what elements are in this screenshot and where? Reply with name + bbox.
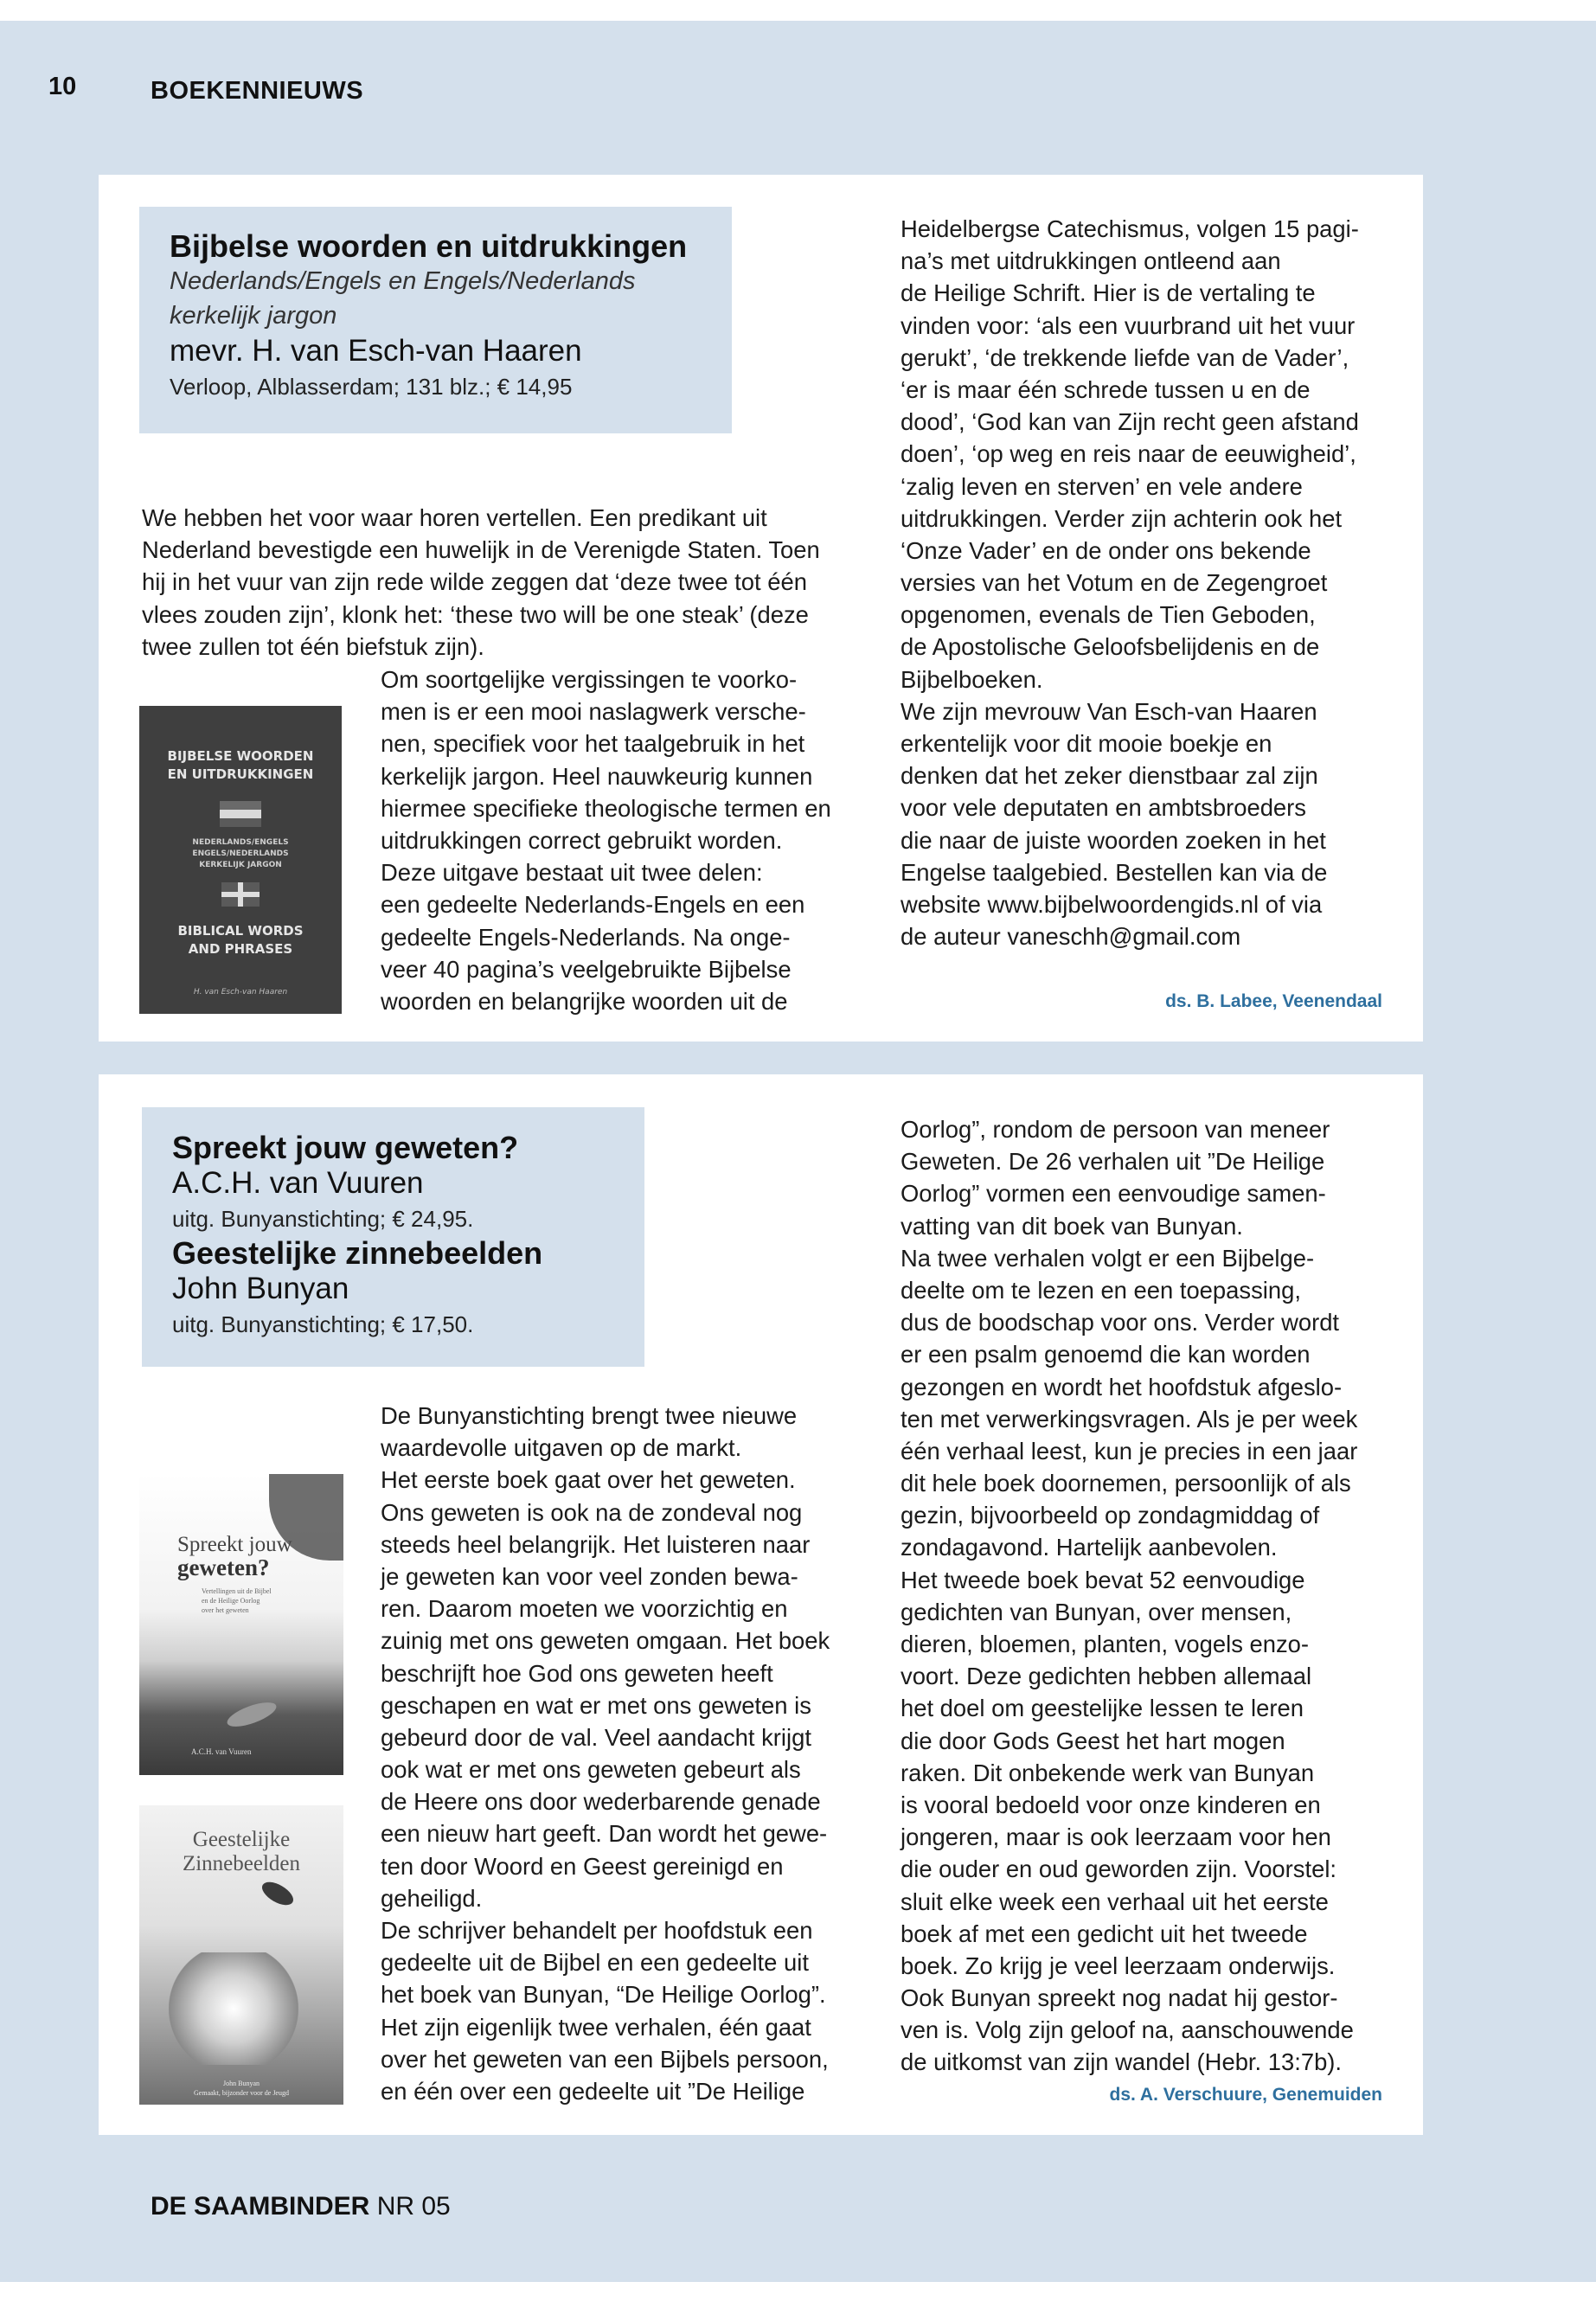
- text-line: waardevolle uitgaven op de markt.: [381, 1434, 742, 1462]
- text-line: website www.bijbelwoordengids.nl of via: [901, 890, 1323, 918]
- text-line: Heidelbergse Catechismus, volgen 15 pagi-: [901, 215, 1359, 242]
- text-line: steeds heel belangrijk. Het luisteren naar: [381, 1530, 811, 1558]
- magazine-name: DE SAAMBINDER: [151, 2192, 370, 2221]
- book-title: Spreekt jouw geweten?: [172, 1130, 519, 1165]
- text-line: gedichten van Bunyan, over mensen,: [901, 1598, 1292, 1625]
- text-line: ven is. Volg zijn geloof na, aanschouwende: [901, 2016, 1354, 2044]
- book-title: Bijbelse woorden en uitdrukkingen: [170, 228, 688, 264]
- text-line: denken dat het zeker dienstbaar zal zijn: [901, 762, 1318, 790]
- text-line: uitdrukkingen. Verder zijn achterin ook het: [901, 504, 1343, 532]
- text-line: gerukt’, ‘de trekkende liefde van de Vader’,: [901, 343, 1349, 371]
- cover-author: H. van Esch-van Haaren: [193, 988, 288, 997]
- text-line: de uitkomst van zijn wandel (Hebr. 13:7b).: [901, 2048, 1343, 2076]
- review-card-2: [99, 1074, 1423, 2135]
- cover-author: A.C.H. van Vuuren: [191, 1747, 252, 1756]
- text-line: is vooral bedoeld voor onze kinderen en: [901, 1791, 1321, 1818]
- text-line: boek af met een gedicht uit het tweede: [901, 1920, 1308, 1947]
- text-line: de Heilige Schrift. Hier is de vertaling te: [901, 279, 1316, 307]
- text-line: Oorlog”, rondom de persoon van meneer: [901, 1116, 1330, 1143]
- cover-author: John Bunyan Gemaakt, bijzonder voor de Jeugd: [194, 2080, 289, 2097]
- text-line: die door Gods Geest het hart mogen: [901, 1727, 1285, 1754]
- text-line: het boek van Bunyan, “De Heilige Oorlog”.: [381, 1981, 826, 2009]
- text-line: vlees zouden zijn’, klonk het: ‘these two will be one steak’ (deze: [142, 600, 809, 628]
- text-line: het doel om geestelijke lessen te leren: [901, 1695, 1304, 1722]
- text-line: De schrijver behandelt per hoofdstuk een: [381, 1917, 813, 1944]
- text-line: veer 40 pagina’s veelgebruikte Bijbelse: [381, 955, 792, 983]
- text-line: twee zullen tot één biefstuk zijn).: [142, 632, 484, 660]
- text-line: men is er een mooi naslagwerk versche-: [381, 698, 806, 726]
- cover-title: Geestelijke Zinnebeelden: [182, 1828, 301, 1875]
- book-info-box: [142, 1107, 644, 1367]
- text-line: raken. Dit onbekende werk van Bunyan: [901, 1759, 1315, 1786]
- text-line: Om soortgelijke vergissingen te voorko-: [381, 666, 798, 693]
- text-line: dit hele boek doornemen, persoonlijk of als: [901, 1470, 1351, 1497]
- text-line: woorden en belangrijke woorden uit de: [381, 987, 788, 1015]
- review-body-right: [901, 213, 1359, 952]
- book-publication: uitg. Bunyanstichting; € 24,95.: [172, 1206, 474, 1232]
- text-line: een gedeelte Nederlands-Engels en een: [381, 891, 805, 919]
- text-line: ‘er is maar één schrede tussen u en de: [901, 375, 1311, 403]
- book-author: John Bunyan: [172, 1272, 349, 1305]
- text-line: gedeelte uit de Bijbel en een gedeelte uit: [381, 1949, 809, 1977]
- text-line: ten door Woord en Geest gereinigd en: [381, 1852, 784, 1880]
- text-line: de Heere ons door wederbarende genade: [381, 1788, 821, 1816]
- text-line: en één over een gedeelte uit ”De Heilige: [381, 2077, 805, 2105]
- review-body-left: [381, 1400, 830, 2107]
- text-line: Het eerste boek gaat over het geweten.: [381, 1466, 796, 1494]
- book-subtitle: Nederlands/Engels en Engels/Nederlands: [170, 267, 636, 295]
- text-line: De Bunyanstichting brengt twee nieuwe: [381, 1402, 798, 1429]
- text-line: vinden voor: ‘als een vuurbrand uit het vuur: [901, 311, 1356, 339]
- book-subtitle: kerkelijk jargon: [170, 302, 337, 330]
- text-line: er een psalm genoemd die kan worden: [901, 1341, 1311, 1368]
- text-line: één verhaal leest, kun je precies in een jaar: [901, 1437, 1358, 1465]
- cover-title-english: BIBLICAL WORDS AND PHRASES: [177, 923, 304, 957]
- page-number: 10: [48, 73, 77, 100]
- reviewer-signature: ds. A. Verschuure, Genemuiden: [1109, 2085, 1382, 2105]
- book-author: mevr. H. van Esch-van Haaren: [170, 334, 582, 368]
- british-flag-icon: [221, 882, 260, 907]
- text-line: ‘Onze Vader’ en de onder ons bekende: [901, 536, 1311, 564]
- book-cover-image: [139, 706, 342, 1014]
- review-body-right: [901, 1113, 1357, 2079]
- review-card-1: [99, 175, 1423, 1042]
- reviewer-signature: ds. B. Labee, Veenendaal: [1165, 991, 1382, 1011]
- text-line: dieren, bloemen, planten, vogels enzo-: [901, 1631, 1310, 1657]
- book-cover-image: [139, 1474, 343, 1775]
- cover-title: Spreekt jouw geweten?: [177, 1533, 292, 1580]
- text-line: hiermee specifieke theologische termen en: [381, 794, 831, 822]
- book-publication: uitg. Bunyanstichting; € 17,50.: [172, 1311, 474, 1337]
- text-line: voor vele deputaten en ambtsbroeders: [901, 794, 1306, 822]
- text-line: We zijn mevrouw Van Esch-van Haaren: [901, 697, 1317, 725]
- cover-subtitle: NEDERLANDS/ENGELS ENGELS/NEDERLANDS KERKELIJK JARGON: [192, 838, 289, 869]
- issue-number: NR 05: [376, 2192, 451, 2221]
- text-line: gezin, bijvoorbeeld op zondagmiddag of: [901, 1502, 1320, 1529]
- text-line: gedeelte Engels-Nederlands. Na onge-: [381, 923, 791, 951]
- text-line: dood’, ‘God kan van Zijn recht geen afstand: [901, 408, 1359, 436]
- text-line: geschapen en wat er met ons geweten is: [381, 1691, 811, 1719]
- review-intro: [142, 502, 820, 663]
- text-line: nen, specifiek voor het taalgebruik in het: [381, 730, 805, 758]
- book-info-box: [139, 207, 732, 433]
- dutch-flag-icon: [220, 801, 261, 827]
- section-label: BOEKENNIEUWS: [151, 77, 364, 105]
- text-line: ‘zalig leven en sterven’ en vele andere: [901, 472, 1303, 500]
- text-line: vatting van dit boek van Bunyan.: [901, 1212, 1243, 1240]
- text-line: na’s met uitdrukkingen ontleend aan: [901, 247, 1281, 275]
- text-line: jongeren, maar is ook leerzaam voor hen: [901, 1823, 1331, 1851]
- text-line: Na twee verhalen volgt er een Bijbelge-: [901, 1244, 1315, 1272]
- text-line: geheiligd.: [381, 1884, 483, 1912]
- text-line: Geweten. De 26 verhalen uit ”De Heilige: [901, 1148, 1325, 1176]
- text-line: ook wat er met ons geweten gebeurt als: [381, 1756, 801, 1784]
- review-body-left: [381, 663, 831, 1017]
- text-line: je geweten kan voor veel zonden bewa-: [381, 1562, 798, 1590]
- text-line: Ons geweten is ook na de zondeval nog: [381, 1498, 803, 1526]
- text-line: Ook Bunyan spreekt nog nadat hij gestor-: [901, 1984, 1338, 2012]
- text-line: zuinig met ons geweten omgaan. Het boek: [381, 1627, 830, 1655]
- text-line: Oorlog” vormen een eenvoudige samen-: [901, 1180, 1326, 1208]
- text-line: ten met verwerkingsvragen. Als je per week: [901, 1405, 1358, 1433]
- text-line: over het geweten van een Bijbels persoon,: [381, 2045, 829, 2073]
- text-line: die naar de juiste woorden zoeken in het: [901, 826, 1326, 854]
- flower-decoration: [169, 1952, 298, 2065]
- cover-subtitle: Vertellingen uit de Bijbel en de Heilige Oorlog over het geweten: [202, 1587, 272, 1614]
- cover-title: BIJBELSE WOORDEN EN UITDRUKKINGEN: [167, 748, 314, 782]
- text-line: erkentelijk voor dit mooie boekje en: [901, 730, 1272, 757]
- text-line: versies van het Votum en de Zegengroet: [901, 569, 1328, 597]
- text-line: de auteur vaneschh@gmail.com: [901, 923, 1241, 951]
- text-line: de Apostolische Geloofsbelijdenis en de: [901, 633, 1320, 661]
- text-line: voort. Deze gedichten hebben allemaal: [901, 1663, 1312, 1690]
- text-line: Bijbelboeken.: [901, 665, 1043, 693]
- text-line: doen’, ‘op weg en reis naar de eeuwigheid’,: [901, 440, 1356, 468]
- text-line: gebeurd door de val. Veel aandacht krijgt: [381, 1723, 811, 1751]
- text-line: uitdrukkingen correct gebruikt worden.: [381, 826, 783, 854]
- text-line: opgenomen, evenals de Tien Geboden,: [901, 601, 1316, 629]
- text-line: gezongen en wordt het hoofdstuk afgeslo-: [901, 1373, 1343, 1400]
- text-line: beschrijft hoe God ons geweten heeft: [381, 1659, 773, 1687]
- text-line: Engelse taalgebied. Bestellen kan via de: [901, 858, 1328, 886]
- leaf-decoration: [224, 1697, 279, 1731]
- text-line: sluit elke week een verhaal uit het eerste: [901, 1888, 1329, 1915]
- footer-magazine: [151, 2192, 451, 2221]
- text-line: boek. Zo krijg je veel leerzaam onderwijs.: [901, 1952, 1336, 1979]
- text-line: hij in het vuur van zijn rede wilde zeggen dat ‘deze twee tot één: [142, 568, 807, 596]
- text-line: een nieuw hart geeft. Dan wordt het gewe-: [381, 1820, 828, 1848]
- text-line: deelte om te lezen en een toepassing,: [901, 1276, 1301, 1304]
- text-line: die ouder en oud geworden zijn. Voorstel:: [901, 1856, 1337, 1883]
- book-cover-image: [139, 1805, 343, 2105]
- text-line: zondagavond. Hartelijk aanbevolen.: [901, 1534, 1278, 1561]
- bee-icon: [259, 1877, 298, 1909]
- text-line: ren. Daarom moeten we voorzichtig en: [381, 1595, 788, 1623]
- text-line: We hebben het voor waar horen vertellen. Een predikant uit: [142, 504, 767, 531]
- text-line: Nederland bevestigde een huwelijk in de Verenigde Staten. Toen: [142, 536, 820, 564]
- text-line: dus de boodschap voor ons. Verder wordt: [901, 1309, 1340, 1336]
- text-line: Het zijn eigenlijk twee verhalen, één gaat: [381, 2013, 811, 2041]
- book-publication: Verloop, Alblasserdam; 131 blz.; € 14,95: [170, 374, 573, 400]
- text-line: Het tweede boek bevat 52 eenvoudige: [901, 1566, 1305, 1593]
- text-line: kerkelijk jargon. Heel nauwkeurig kunnen: [381, 762, 813, 790]
- book-author: A.C.H. van Vuuren: [172, 1166, 424, 1200]
- text-line: Deze uitgave bestaat uit twee delen:: [381, 859, 763, 887]
- book-title: Geestelijke zinnebeelden: [172, 1235, 543, 1271]
